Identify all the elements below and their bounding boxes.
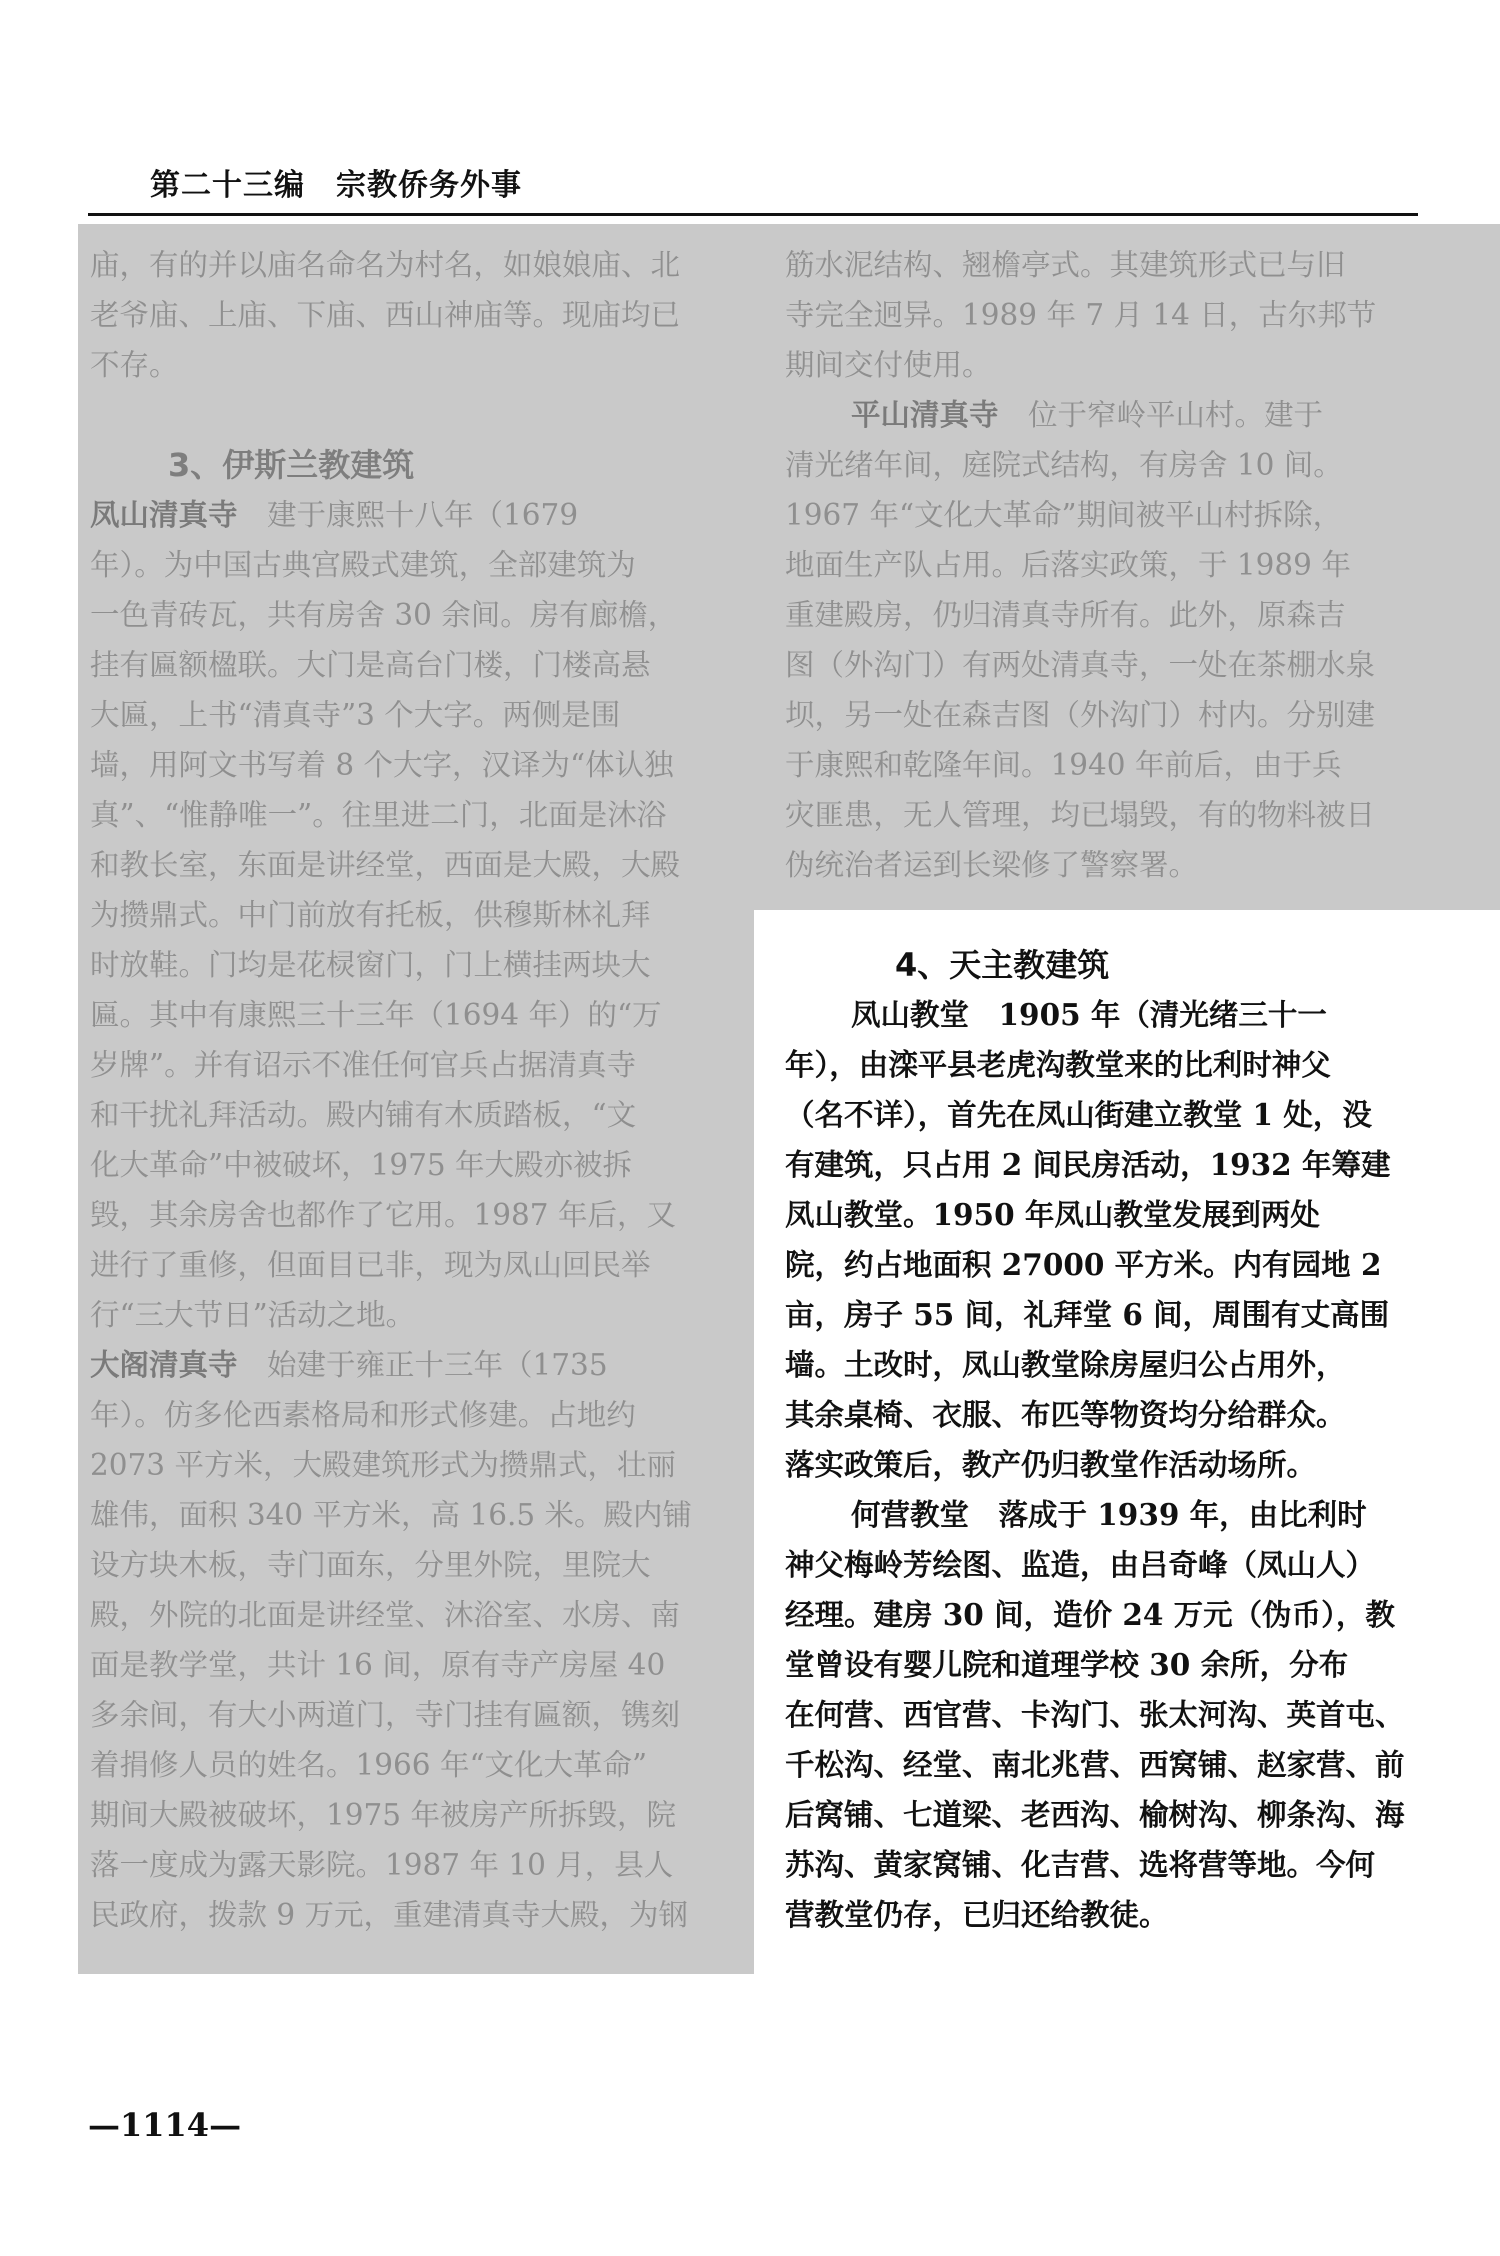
text-line [90,1790,730,1840]
line-text: 毁，其余房舍也都作了它用。1987 年后，又 [90,1198,676,1232]
entry-term: 凤山清真寺 [90,497,238,532]
right-column-top [785,240,1425,890]
text-line [785,1640,1425,1690]
line-text: 苏沟、黄家窝铺、化吉营、选将营等地。今何 [785,1847,1376,1882]
text-line [785,640,1425,690]
text-line [90,1340,730,1390]
text-line [90,240,730,290]
line-text: 坝，另一处在森吉图（外沟门）村内。分别建 [785,698,1376,732]
line-text: 不存。 [90,348,179,382]
text-line [785,1340,1425,1390]
text-line [785,1740,1425,1790]
text-line [90,990,730,1040]
text-line [90,740,730,790]
line-text: 挂有匾额楹联。大门是高台门楼，门楼高悬 [90,648,651,682]
line-text: 其余桌椅、衣服、布匹等物资均分给群众。 [785,1397,1346,1432]
line-text: 清光绪年间，庭院式结构，有房舍 10 间。 [785,448,1343,482]
line-text: 有建筑，只占用 2 间民房活动，1932 年筹建 [785,1147,1391,1182]
entry-term: 大阁清真寺 [90,1347,238,1382]
text-line [90,340,730,390]
text-line [785,1790,1425,1840]
text-line [90,540,730,590]
text-line [90,1490,730,1540]
line-text: 凤山教堂。1950 年凤山教堂发展到两处 [785,1197,1320,1232]
line-text: 经理。建房 30 间，造价 24 万元（伪币），教 [785,1597,1395,1632]
line-text: 行“三大节日”活动之地。 [90,1298,416,1332]
text-line [785,1240,1425,1290]
text-line [785,1190,1425,1240]
line-text: 民政府，拨款 9 万元，重建清真寺大殿，为钢 [90,1898,689,1932]
text-line [90,1540,730,1590]
line-text: 和教长室，东面是讲经堂，西面是大殿，大殿 [90,848,681,882]
text-line [90,1740,730,1790]
text-line [785,490,1425,540]
text-line [90,840,730,890]
text-line [90,690,730,740]
text-line [785,1490,1425,1540]
text-line [90,1390,730,1440]
text-line [90,1590,730,1640]
text-line [90,590,730,640]
line-text: 院，约占地面积 27000 平方米。内有园地 2 [785,1247,1382,1282]
line-text: 图（外沟门）有两处清真寺，一处在茶棚水泉 [785,648,1376,682]
line-text: 神父梅岭芳绘图、监造，由吕奇峰（凤山人） [785,1547,1376,1582]
line-text: 多余间，有大小两道门，寺门挂有匾额，镌刻 [90,1698,681,1732]
text-line [785,1840,1425,1890]
text-line [785,990,1425,1040]
text-line [785,1040,1425,1090]
text-line [785,790,1425,840]
line-text: 殿，外院的北面是讲经堂、沐浴室、水房、南 [90,1598,681,1632]
section-heading: 3、伊斯兰教建筑 [168,446,415,484]
line-text: 位于窄岭平山村。建于 [998,398,1324,432]
line-text: 落实政策后，教产仍归教堂作活动场所。 [785,1447,1317,1482]
line-text: 寺完全迥异。1989 年 7 月 14 日，古尔邦节 [785,298,1377,332]
text-line [90,490,730,540]
text-line [785,1390,1425,1440]
text-line [90,1640,730,1690]
line-text: 大匾，上书“清真寺”3 个大字。两侧是围 [90,698,621,732]
paragraph-spacer [90,390,730,440]
text-line [785,440,1425,490]
text-line [90,1040,730,1090]
text-line [90,1090,730,1140]
section-heading: 4、天主教建筑 [895,946,1110,984]
left-column [90,240,730,1940]
text-line [785,1090,1425,1140]
line-text: 重建殿房，仍归清真寺所有。此外，原森吉 [785,598,1346,632]
line-text: （名不详），首先在凤山街建立教堂 1 处，没 [785,1097,1372,1132]
line-text: 年），由滦平县老虎沟教堂来的比利时神父 [785,1047,1331,1082]
text-line [90,890,730,940]
line-text: 岁牌”。并有诏示不准任何官兵占据清真寺 [90,1048,637,1082]
text-line [785,1590,1425,1640]
text-line [785,540,1425,590]
line-text: 1967 年“文化大革命”期间被平山村拆除， [785,498,1343,532]
line-text: 老爷庙、上庙、下庙、西山神庙等。现庙均已 [90,298,681,332]
line-text: 建于康熙十八年（1679 [237,498,579,532]
header-rule [88,213,1418,216]
line-text: 进行了重修，但面目已非，现为凤山回民举 [90,1248,651,1282]
text-line [90,1290,730,1340]
page-number: —1114— [88,2106,242,2144]
right-column-bottom [785,940,1425,1940]
line-text: 灾匪患，无人管理，均已塌毁，有的物料被日 [785,798,1376,832]
line-text: 落成于 1939 年，由比利时 [969,1497,1367,1532]
line-text: 营教堂仍存，已归还给教徒。 [785,1897,1169,1932]
line-text: 一色青砖瓦，共有房舍 30 余间。房有廊檐， [90,598,678,632]
text-line [90,290,730,340]
line-text: 为攒鼎式。中门前放有托板，供穆斯林礼拜 [90,898,651,932]
text-line [90,640,730,690]
line-text: 始建于雍正十三年（1735 [237,1348,608,1382]
entry-term: 平山清真寺 [851,397,999,432]
line-text: 2073 平方米，大殿建筑形式为攒鼎式，壮丽 [90,1448,676,1482]
text-line [785,290,1425,340]
line-text: 亩，房子 55 间，礼拜堂 6 间，周围有丈高围 [785,1297,1390,1332]
entry-term: 何营教堂 [851,1497,970,1532]
text-line [785,740,1425,790]
text-line [785,1140,1425,1190]
running-header: 第二十三编 宗教侨务外事 [150,168,522,203]
text-line [785,390,1425,440]
text-line [90,1690,730,1740]
line-text: 期间交付使用。 [785,348,992,382]
text-line [90,1440,730,1490]
line-text: 1905 年（清光绪三十一 [969,997,1327,1032]
text-line [90,1190,730,1240]
line-text: 时放鞋。门均是花棂窗门，门上横挂两块大 [90,948,651,982]
line-text: 墙，用阿文书写着 8 个大字，汉译为“体认独 [90,748,674,782]
line-text: 和干扰礼拜活动。殿内铺有木质踏板，“文 [90,1098,637,1132]
line-text: 后窝铺、七道梁、老西沟、榆树沟、柳条沟、海 [785,1797,1405,1832]
line-text: 年）。为中国古典宫殿式建筑，全部建筑为 [90,548,636,582]
line-text: 化大革命”中被破坏，1975 年大殿亦被拆 [90,1148,633,1182]
text-line [785,1290,1425,1340]
line-text: 庙，有的并以庙名命名为村名，如娘娘庙、北 [90,248,681,282]
text-line [785,590,1425,640]
line-text: 在何营、西官营、卡沟门、张太河沟、英首屯、 [785,1697,1405,1732]
line-text: 期间大殿被破坏，1975 年被房产所拆毁，院 [90,1798,676,1832]
line-text: 面是教学堂，共计 16 间，原有寺产房屋 40 [90,1648,666,1682]
line-text: 堂曾设有婴儿院和道理学校 30 余所，分布 [785,1647,1349,1682]
line-text: 真”、“惟静唯一”。往里进二门，北面是沐浴 [90,798,667,832]
text-line [90,940,730,990]
line-text: 落一度成为露天影院。1987 年 10 月，县人 [90,1848,674,1882]
text-line [785,1540,1425,1590]
line-text: 墙。土改时，凤山教堂除房屋归公占用外， [785,1347,1346,1382]
line-text: 匾。其中有康熙三十三年（1694 年）的“万 [90,998,662,1032]
line-text: 着捐修人员的姓名。1966 年“文化大革命” [90,1748,648,1782]
line-text: 于康熙和乾隆年间。1940 年前后，由于兵 [785,748,1342,782]
text-line [785,1890,1425,1940]
line-text: 设方块木板，寺门面东，分里外院，里院大 [90,1548,651,1582]
text-line [90,1240,730,1290]
text-line [90,1840,730,1890]
text-line [785,840,1425,890]
line-text: 筋水泥结构、翘檐亭式。其建筑形式已与旧 [785,248,1346,282]
text-line [785,690,1425,740]
text-line [785,1440,1425,1490]
line-text: 雄伟，面积 340 平方米，高 16.5 米。殿内铺 [90,1498,692,1532]
line-text: 千松沟、经堂、南北兆营、西窝铺、赵家营、前 [785,1747,1405,1782]
text-line [90,1890,730,1940]
entry-term: 凤山教堂 [851,997,970,1032]
text-line [90,790,730,840]
text-line [785,340,1425,390]
text-line [785,240,1425,290]
line-text: 地面生产队占用。后落实政策，于 1989 年 [785,548,1351,582]
line-text: 年）。仿多伦西素格局和形式修建。占地约 [90,1398,636,1432]
text-line [90,1140,730,1190]
text-line [785,1690,1425,1740]
line-text: 伪统治者运到长梁修了警察署。 [785,848,1199,882]
